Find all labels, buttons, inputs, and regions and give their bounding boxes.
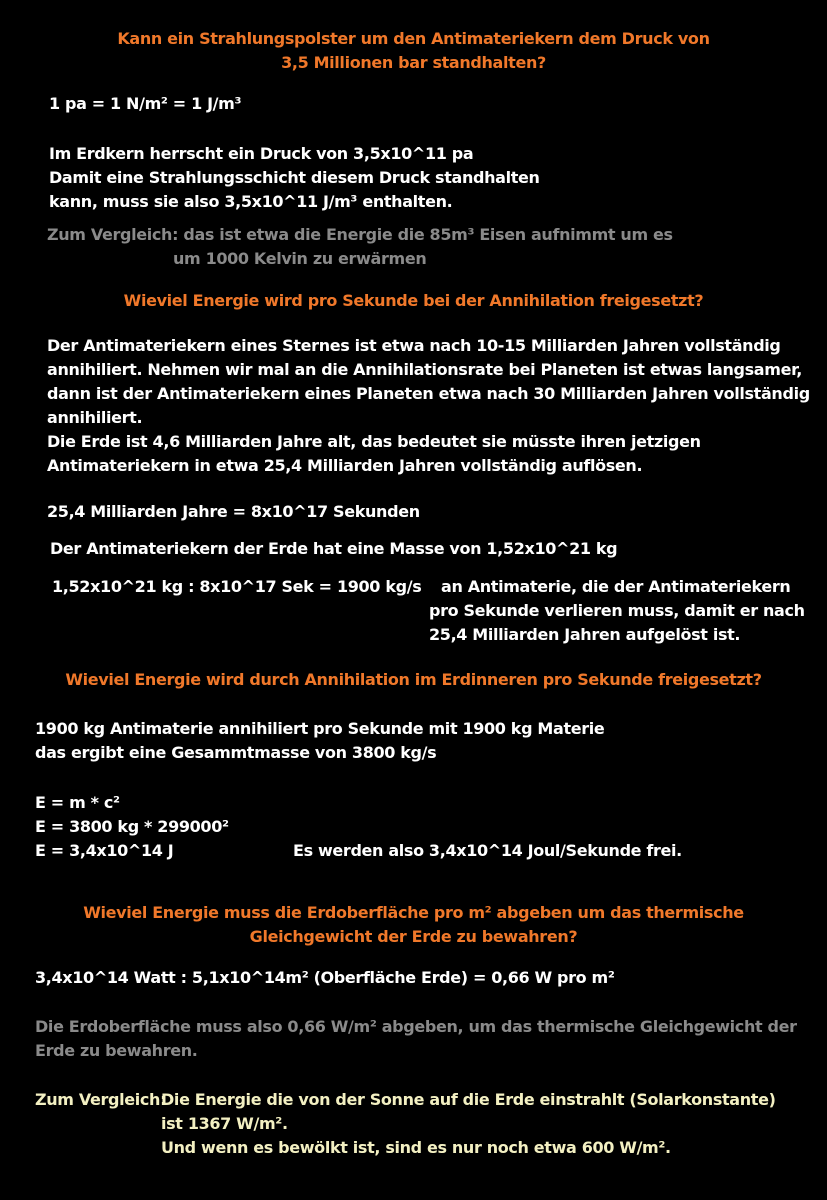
formula-line: E = 3,4x10^14 J	[35, 841, 174, 860]
heading-4-line-2: Gleichgewicht der Erde zu bewahren?	[249, 927, 578, 946]
heading-4-line-1: Wieviel Energie muss die Erdoberfläche pro m² abgeben um das thermische	[83, 903, 744, 922]
conclusion-line: Die Erdoberfläche muss also 0,66 W/m² abgeben, um das thermische Gleichgewicht der	[35, 1017, 797, 1036]
paragraph-line: Damit eine Strahlungsschicht diesem Druck standhalten	[49, 168, 540, 187]
formula-line: E = 3800 kg * 299000²	[35, 817, 229, 836]
paragraph-line: Antimateriekern in etwa 25,4 Milliarden Jahren vollständig auflösen.	[47, 456, 643, 475]
paragraph-line: dann ist der Antimateriekern eines Planeten etwa nach 30 Milliarden Jahren vollständig	[47, 384, 810, 403]
heading-1-line-1: Kann ein Strahlungspolster um den Antimateriekern dem Druck von	[117, 29, 710, 48]
rate-equation: 1,52x10^21 kg : 8x10^17 Sek = 1900 kg/s	[52, 577, 422, 596]
paragraph-line: kann, muss sie also 3,5x10^11 J/m³ enthalten.	[49, 192, 453, 211]
rate-explanation-line: an Antimaterie, die der Antimateriekern	[441, 577, 791, 596]
paragraph-line: annihiliert. Nehmen wir mal an die Annihilationsrate bei Planeten ist etwas langsamer,	[47, 360, 802, 379]
energy-result: Es werden also 3,4x10^14 Joul/Sekunde frei.	[293, 841, 682, 860]
comparison-line: Die Energie die von der Sonne auf die Erde einstrahlt (Solarkonstante)	[161, 1090, 776, 1109]
rate-explanation-line: pro Sekunde verlieren muss, damit er nach	[429, 601, 805, 620]
comparison-line: Und wenn es bewölkt ist, sind es nur noch etwa 600 W/m².	[161, 1138, 671, 1157]
heading-2: Wieviel Energie wird pro Sekunde bei der Annihilation freigesetzt?	[123, 291, 704, 310]
comparison-label: Zum Vergleich:	[35, 1090, 167, 1109]
paragraph-line: das ergibt eine Gesammtmasse von 3800 kg/s	[35, 743, 437, 762]
unit-equation: 1 pa = 1 N/m² = 1 J/m³	[49, 94, 242, 113]
comparison-line: Zum Vergleich: das ist etwa die Energie die 85m³ Eisen aufnimmt um es	[47, 225, 673, 244]
conclusion-line: Erde zu bewahren.	[35, 1041, 198, 1060]
paragraph-line: 1900 kg Antimaterie annihiliert pro Sekunde mit 1900 kg Materie	[35, 719, 605, 738]
flux-equation: 3,4x10^14 Watt : 5,1x10^14m² (Oberfläche Erde) = 0,66 W pro m²	[35, 968, 615, 987]
rate-explanation-line: 25,4 Milliarden Jahren aufgelöst ist.	[429, 625, 741, 644]
formula-line: E = m * c²	[35, 793, 120, 812]
comparison-line: um 1000 Kelvin zu erwärmen	[173, 249, 427, 268]
comparison-line: ist 1367 W/m².	[161, 1114, 288, 1133]
heading-3: Wieviel Energie wird durch Annihilation im Erdinneren pro Sekunde freigesetzt?	[65, 670, 762, 689]
paragraph-line: Im Erdkern herrscht ein Druck von 3,5x10^11 pa	[49, 144, 474, 163]
paragraph-line: annihiliert.	[47, 408, 143, 427]
paragraph-line: Die Erde ist 4,6 Milliarden Jahre alt, das bedeutet sie müsste ihren jetzigen	[47, 432, 701, 451]
seconds-equation: 25,4 Milliarden Jahre = 8x10^17 Sekunden	[47, 502, 420, 521]
heading-1-line-2: 3,5 Millionen bar standhalten?	[281, 53, 546, 72]
mass-statement: Der Antimateriekern der Erde hat eine Masse von 1,52x10^21 kg	[50, 539, 618, 558]
paragraph-line: Der Antimateriekern eines Sternes ist etwa nach 10-15 Milliarden Jahren vollständig	[47, 336, 781, 355]
